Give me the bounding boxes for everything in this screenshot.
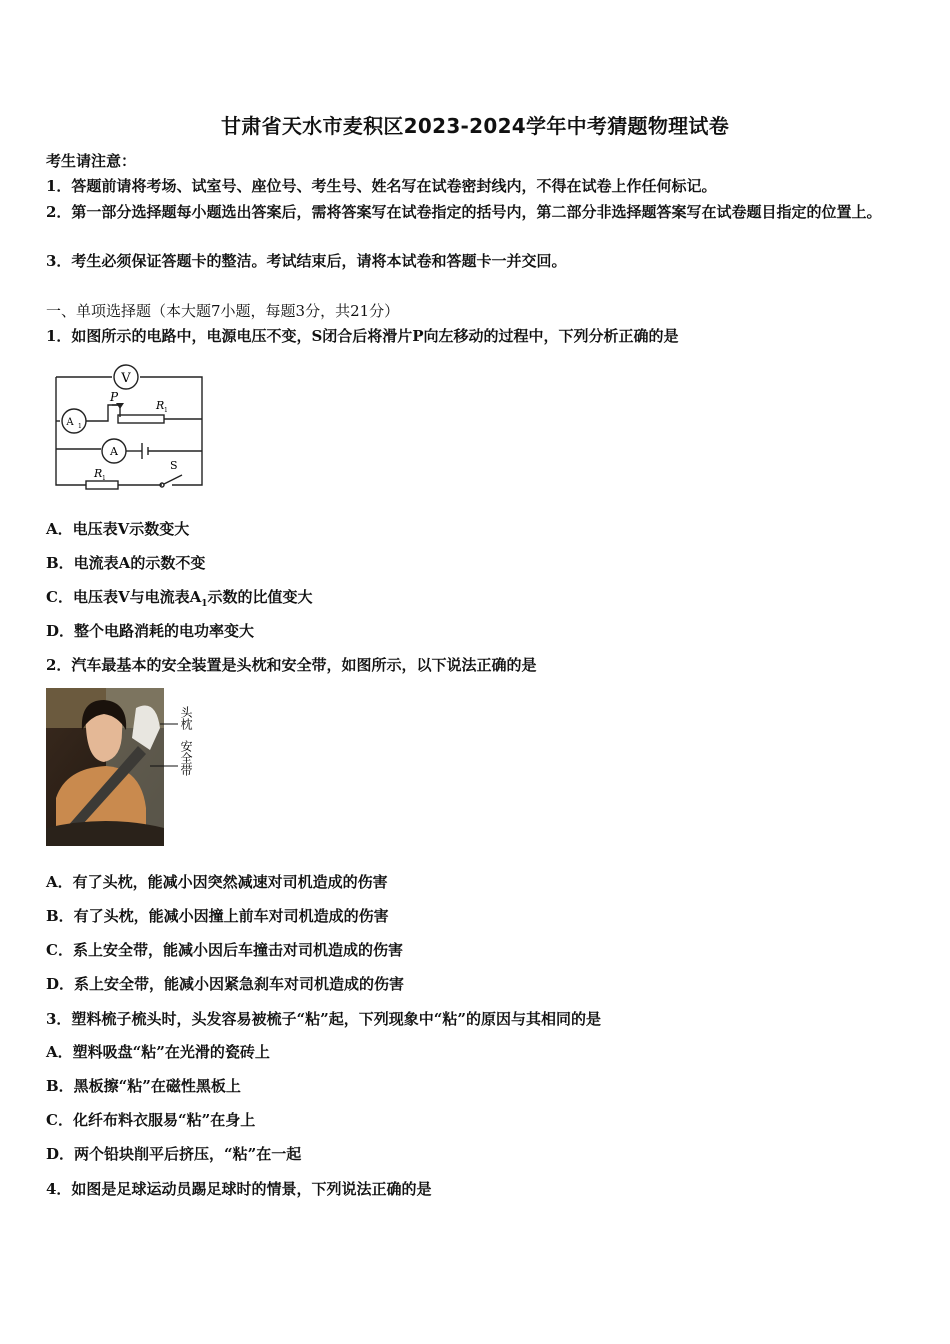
option-a: A．电压表V示数变大 [46, 520, 190, 538]
option-c-subscript: 1 [201, 599, 208, 609]
resistor-subscript: 1 [102, 475, 106, 482]
ammeter1-subscript: 1 [78, 423, 82, 430]
notice-item: 1．答题前请将考场、试室号、座位号、考生号、姓名写在试卷密封线内，不得在试卷上作任何标记。 [46, 177, 717, 195]
option-a: A．有了头枕，能减小因突然减速对司机造成的伤害 [46, 873, 388, 891]
headrest-label: 头枕 [179, 706, 193, 730]
option-d: D．两个铅块削平后挤压，“粘”在一起 [46, 1145, 302, 1163]
section-heading: 一、单项选择题（本大题7小题，每题3分，共21分） [46, 302, 400, 320]
option-b: B．黑板擦“粘”在磁性黑板上 [46, 1077, 241, 1095]
switch-label: S [170, 459, 178, 472]
option-c: C．化纤布料衣服易“粘”在身上 [46, 1111, 256, 1129]
question-stem: 1．如图所示的电路中，电源电压不变，S闭合后将滑片P向左移动的过程中，下列分析正确的是 [46, 327, 679, 345]
option-c-text-end: 示数的比值变大 [207, 588, 313, 606]
option-c [46, 586, 906, 615]
ammeter-label: A [110, 445, 118, 458]
car-safety-photo [46, 688, 196, 846]
ammeter1-label: A [66, 417, 74, 428]
question-stem: 2．汽车最基本的安全装置是头枕和安全带，如图所示，以下说法正确的是 [46, 656, 537, 674]
notice-heading: 考生请注意： [46, 152, 137, 170]
option-b: B．电流表A的示数不变 [46, 554, 206, 572]
slider-label: P [110, 390, 119, 404]
page-title: 甘肃省天水市麦积区2023-2024学年中考猜题物理试卷 [220, 114, 730, 138]
question-stem: 4．如图是足球运动员踢足球时的情景，下列说法正确的是 [46, 1180, 432, 1198]
option-c-text: C．电压表V与电流表A [46, 588, 202, 606]
question-stem: 3．塑料梳子梳头时，头发容易被梳子“粘”起，下列现象中“粘”的原因与其相同的是 [46, 1010, 601, 1028]
voltmeter-label: V [121, 371, 131, 386]
option-b: B．有了头枕，能减小因撞上前车对司机造成的伤害 [46, 907, 389, 925]
resistor-label: R [94, 467, 103, 480]
rheostat-label: R [156, 399, 165, 412]
rheostat-subscript: 1 [164, 407, 168, 414]
notice-item: 2．第一部分选择题每小题选出答案后，需将答案写在试卷指定的括号内，第二部分非选择题答案写在试卷题目指定的位置上。 [46, 203, 882, 221]
option-c: C．系上安全带，能减小因后车撞击对司机造成的伤害 [46, 941, 403, 959]
option-d: D．整个电路消耗的电功率变大 [46, 622, 255, 640]
notice-item: 3．考生必须保证答题卡的整洁。考试结束后，请将本试卷和答题卡一并交回。 [46, 252, 567, 270]
option-a: A．塑料吸盘“粘”在光滑的瓷砖上 [46, 1043, 270, 1061]
option-d: D．系上安全带，能减小因紧急刹车对司机造成的伤害 [46, 975, 405, 993]
circuit-diagram [46, 363, 210, 493]
seatbelt-label: 安全带 [179, 740, 193, 776]
